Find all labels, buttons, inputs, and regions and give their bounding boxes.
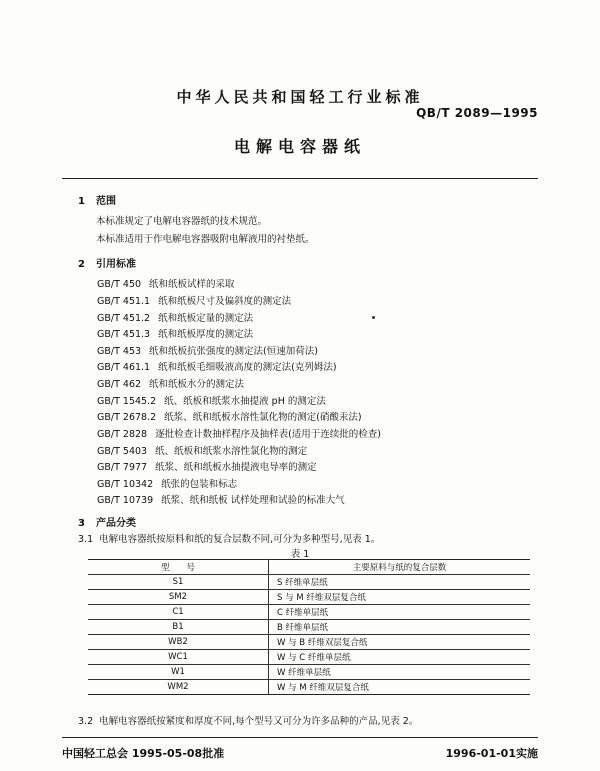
standard-code: QB/T 2089—1995 — [416, 106, 538, 120]
table-row — [88, 590, 530, 605]
reference-item — [97, 293, 291, 307]
material-cell: C 纤维单层纸 — [269, 605, 531, 620]
reference-item — [97, 426, 381, 440]
standard-category-title: 中华人民共和国轻工行业标准 — [176, 88, 424, 106]
section-title: 引用标准 — [96, 259, 136, 270]
scope-paragraph: 本标准规定了电解电容器纸的技术规范。 — [96, 216, 268, 227]
type-cell: WB2 — [88, 635, 269, 650]
reference-title: 纸和纸板定量的测定法 — [158, 313, 254, 324]
reference-code: GB/T 453 — [97, 346, 142, 357]
reference-item — [97, 443, 307, 457]
reference-title: 纸和纸板试样的采取 — [149, 279, 235, 290]
header-divider — [62, 178, 538, 179]
reference-code: GB/T 10342 — [97, 479, 154, 490]
reference-title: 纸、纸板和纸浆水溶性氯化物的测定 — [155, 446, 308, 457]
reference-item — [97, 310, 253, 324]
type-cell: WC1 — [88, 650, 269, 665]
reference-item — [97, 276, 235, 290]
approval-statement: 中国轻工总会 1995-05-08批准 — [62, 747, 225, 760]
clause-3-1 — [78, 531, 380, 545]
scope-paragraph: 本标准适用于作电解电容器吸附电解液用的衬垫纸。 — [96, 234, 315, 245]
reference-code: GB/T 2828 — [97, 429, 148, 440]
table-row — [88, 575, 530, 590]
reference-item — [97, 326, 253, 340]
type-cell: B1 — [88, 620, 269, 635]
reference-code: GB/T 7977 — [97, 462, 148, 473]
section-title: 产品分类 — [96, 518, 136, 529]
material-cell: S 纤维单层纸 — [269, 575, 531, 590]
reference-title: 纸、纸板和纸浆水抽提液 pH 的测定法 — [164, 396, 326, 407]
product-type-table — [88, 559, 530, 695]
table-row — [88, 650, 530, 665]
reference-code: GB/T 450 — [97, 279, 142, 290]
reference-title: 纸浆、纸和纸板水抽提液电导率的测定 — [155, 462, 317, 473]
table-header-row — [88, 560, 530, 575]
clause-text: 电解电容器纸按原料和纸的复合层数不同,可分为多种型号,见表 1。 — [99, 534, 381, 545]
reference-title: 纸和纸板毛细吸液高度的测定法(克列姆法) — [158, 362, 337, 373]
scan-speck — [372, 316, 375, 319]
material-cell: B 纤维单层纸 — [269, 620, 531, 635]
reference-code: GB/T 451.3 — [97, 329, 151, 340]
reference-title: 纸和纸板抗张强度的测定法(恒速加荷法) — [149, 346, 318, 357]
table-header-type: 型 号 — [88, 560, 269, 575]
material-cell: W 与 M 纤维双层复合纸 — [269, 680, 531, 695]
type-cell: W1 — [88, 665, 269, 680]
reference-title: 纸浆、纸和纸板水溶性氯化物的测定(硝酸汞法) — [164, 412, 362, 423]
reference-title: 纸张的包装和标志 — [161, 479, 238, 490]
table-row — [88, 620, 530, 635]
reference-item — [97, 359, 337, 373]
reference-item — [97, 409, 362, 423]
reference-item — [97, 459, 317, 473]
document-title: 电解电容器纸 — [233, 137, 366, 156]
reference-code: GB/T 451.1 — [97, 296, 151, 307]
reference-code: GB/T 10739 — [97, 495, 154, 506]
type-cell: WM2 — [88, 680, 269, 695]
type-cell: SM2 — [88, 590, 269, 605]
table-header-material: 主要原料与纸的复合层数 — [269, 560, 531, 575]
material-cell: S 与 M 纤维双层复合纸 — [269, 590, 531, 605]
section-1-heading — [78, 192, 116, 207]
reference-item — [97, 343, 318, 357]
material-cell: W 纤维单层纸 — [269, 665, 531, 680]
reference-code: GB/T 462 — [97, 379, 142, 390]
reference-item — [97, 492, 345, 506]
reference-code: GB/T 461.1 — [97, 362, 151, 373]
reference-title: 逐批检查计数抽样程序及抽样表(适用于连续批的检查) — [155, 429, 382, 440]
reference-item — [97, 393, 326, 407]
table-row — [88, 680, 530, 695]
table-row — [88, 635, 530, 650]
effective-date: 1996-01-01实施 — [445, 747, 538, 760]
reference-title: 纸和纸板尺寸及偏斜度的测定法 — [158, 296, 292, 307]
section-number: 3 — [78, 518, 85, 529]
reference-title: 纸和纸板厚度的测定法 — [158, 329, 254, 340]
reference-title: 纸和纸板水分的测定法 — [149, 379, 245, 390]
reference-item — [97, 376, 244, 390]
reference-item — [97, 476, 237, 490]
type-cell: C1 — [88, 605, 269, 620]
material-cell: W 与 C 纤维单层纸 — [269, 650, 531, 665]
section-3-heading — [78, 514, 136, 529]
section-number: 2 — [78, 259, 85, 270]
reference-code: GB/T 2678.2 — [97, 412, 157, 423]
footer-divider — [62, 737, 538, 738]
material-cell: W 与 B 纤维双层复合纸 — [269, 635, 531, 650]
reference-code: GB/T 451.2 — [97, 313, 151, 324]
reference-code: GB/T 5403 — [97, 446, 148, 457]
table-caption: 表 1 — [290, 549, 310, 560]
clause-number: 3.1 — [78, 534, 94, 545]
table-row — [88, 605, 530, 620]
type-cell: S1 — [88, 575, 269, 590]
section-number: 1 — [78, 196, 85, 207]
clause-text: 电解电容器纸按紧度和厚度不同,每个型号又可分为许多品种的产品,见表 2。 — [99, 716, 419, 727]
table-row — [88, 665, 530, 680]
clause-number: 3.2 — [78, 716, 94, 727]
reference-code: GB/T 1545.2 — [97, 396, 157, 407]
section-title: 范围 — [96, 196, 116, 207]
reference-title: 纸浆、纸和纸板 试样处理和试验的标准大气 — [161, 495, 345, 506]
section-2-heading — [78, 255, 136, 270]
clause-3-2 — [78, 713, 418, 727]
